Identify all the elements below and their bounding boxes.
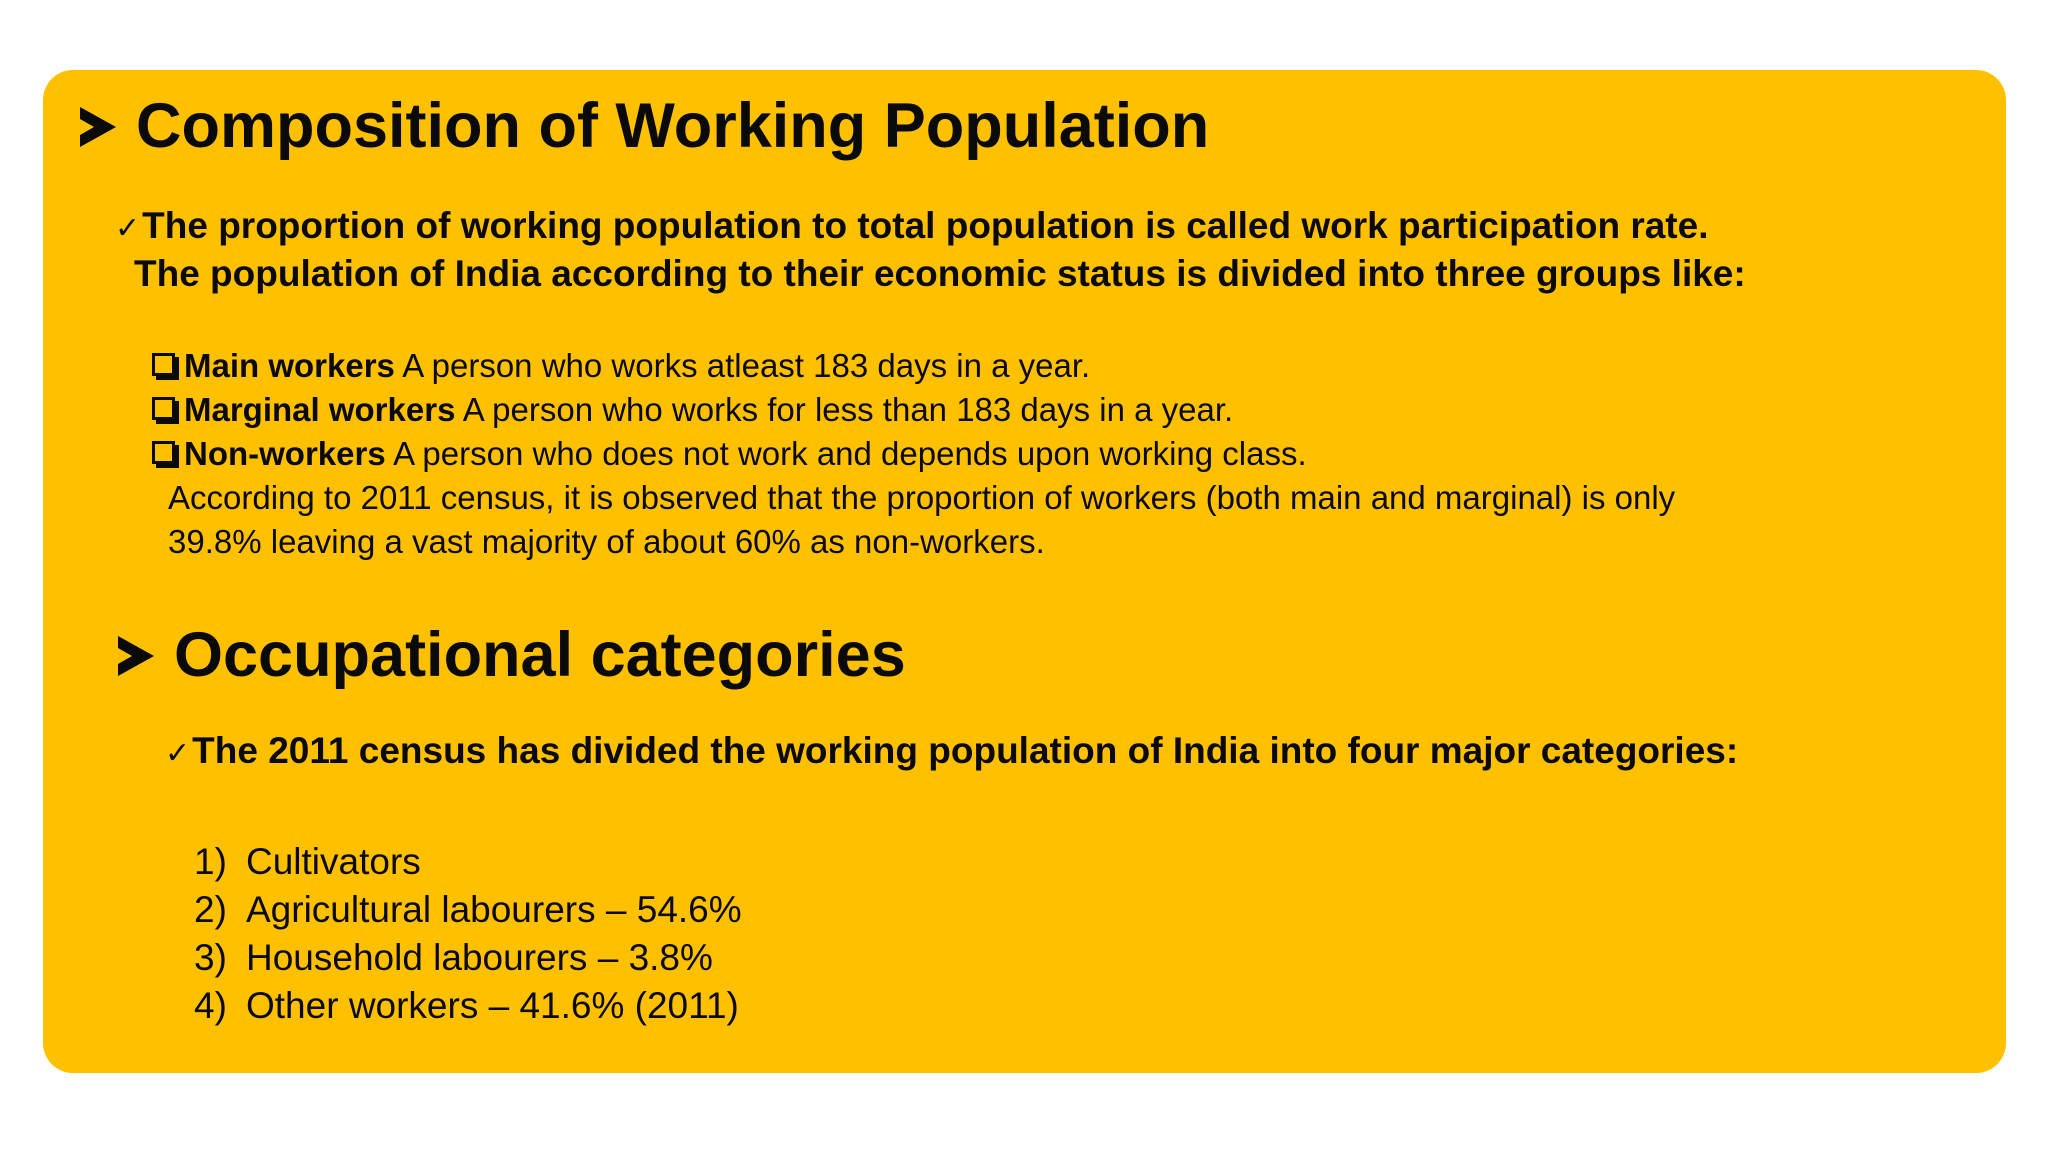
checkmark-icon: ✓: [165, 736, 191, 771]
category-item: [194, 838, 421, 886]
lead-line-2: The population of India according to their economic status is divided into three groups like:: [134, 253, 1746, 294]
section-heading-composition: [80, 91, 1210, 161]
category-label: Household labourers – 3.8%: [246, 937, 713, 978]
group-term: Marginal workers: [184, 391, 456, 428]
arrow-bullet-icon: [118, 636, 154, 676]
category-number: 3): [194, 937, 227, 978]
group-item-marginal-workers: [152, 388, 1233, 432]
category-item: [194, 982, 739, 1030]
arrow-bullet-icon: [80, 107, 116, 147]
category-label: Cultivators: [246, 841, 421, 882]
group-term: Main workers: [184, 347, 395, 384]
group-desc: A person who works atleast 183 days in a year.: [394, 347, 1091, 384]
section-heading-occupational: [118, 620, 906, 690]
category-item: [194, 934, 713, 982]
group-term: Non-workers: [184, 435, 386, 472]
category-number: 1): [194, 841, 227, 882]
group-item-main-workers: [152, 344, 1090, 388]
census-line-2: 39.8% leaving a vast majority of about 60% as non-workers.: [168, 523, 1045, 560]
square-bullet-icon: [152, 397, 175, 420]
occupational-lead: [165, 727, 1738, 778]
group-desc: A person who does not work and depends upon working class.: [385, 435, 1307, 472]
square-bullet-icon: [152, 353, 175, 376]
census-line-1: According to 2011 census, it is observed that the proportion of workers (both main and marginal) is only: [168, 479, 1676, 516]
square-bullet-icon: [152, 441, 175, 464]
category-number: 4): [194, 985, 227, 1026]
lead-line-1: [115, 202, 1708, 253]
category-label: Agricultural labourers – 54.6%: [246, 889, 742, 930]
lead-text: The proportion of working population to total population is called work participation rate.: [142, 205, 1709, 246]
group-item-non-workers: [152, 432, 1307, 476]
category-item: [194, 886, 742, 934]
category-number: 2): [194, 889, 227, 930]
checkmark-icon: ✓: [115, 211, 141, 246]
heading-text: Composition of Working Population: [136, 91, 1210, 161]
heading-text: Occupational categories: [174, 620, 906, 690]
group-desc: A person who works for less than 183 days in a year.: [455, 391, 1234, 428]
lead-text: The 2011 census has divided the working population of India into four major categories:: [192, 730, 1739, 771]
category-label: Other workers – 41.6% (2011): [246, 985, 739, 1026]
